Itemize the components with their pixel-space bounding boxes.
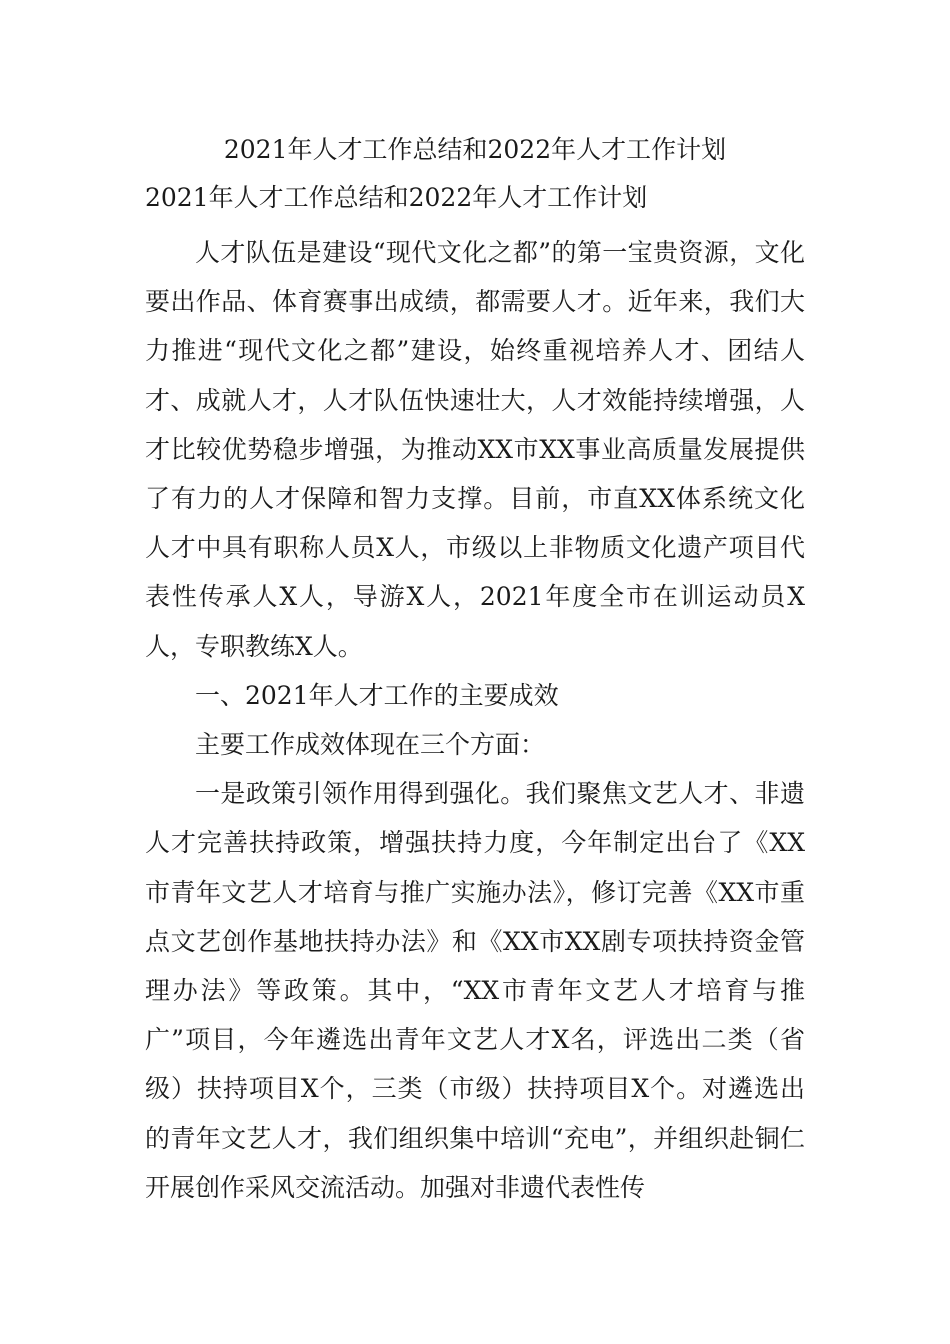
paragraph-summary: 主要工作成效体现在三个方面： bbox=[195, 730, 546, 760]
paragraph-policy: 一是政策引领作用得到强化。我们聚焦文艺人才、非遗人才完善扶持政策，增强扶持力度，今年制定出台了《XX市青年文艺人才培育与推广实施办法》，修订完善《XX市重点文艺创作基地扶持办法》和《XX市XX剧专项扶持资金管理办法》等政策。其中，“XX市青年文艺人才培育与推广”项目，今年遴选出青年文艺人才X名，评选出二类（省级）扶持项目X个，三类（市级）扶持项目X个。对遴选出的青年文艺人才，我们组织集中培训“充电”，并组织赴铜仁开展创作采风交流活动。加强对非遗代表性传 bbox=[145, 779, 805, 1202]
section-heading: 一、2021年人才工作的主要成效 bbox=[195, 680, 559, 710]
document-subtitle: 2021年人才工作总结和2022年人才工作计划 bbox=[145, 183, 648, 212]
document-title: 2021年人才工作总结和2022年人才工作计划 bbox=[223, 135, 727, 164]
document-body bbox=[145, 228, 805, 1212]
paragraph-intro: 人才队伍是建设“现代文化之都”的第一宝贵资源，文化要出作品、体育赛事出成绩，都需要人才。近年来，我们大力推进“现代文化之都”建设，始终重视培养人才、团结人才、成就人才，人才队伍快速壮大，人才效能持续增强，人才比较优势稳步增强，为推动XX市XX事业高质量发展提供了有力的人才保障和智力支撑。目前，市直XX体系统文化人才中具有职称人员X人，市级以上非物质文化遗产项目代表性传承人X人，导游X人，2021年度全市在训运动员X人，专职教练X人。 bbox=[145, 238, 805, 661]
